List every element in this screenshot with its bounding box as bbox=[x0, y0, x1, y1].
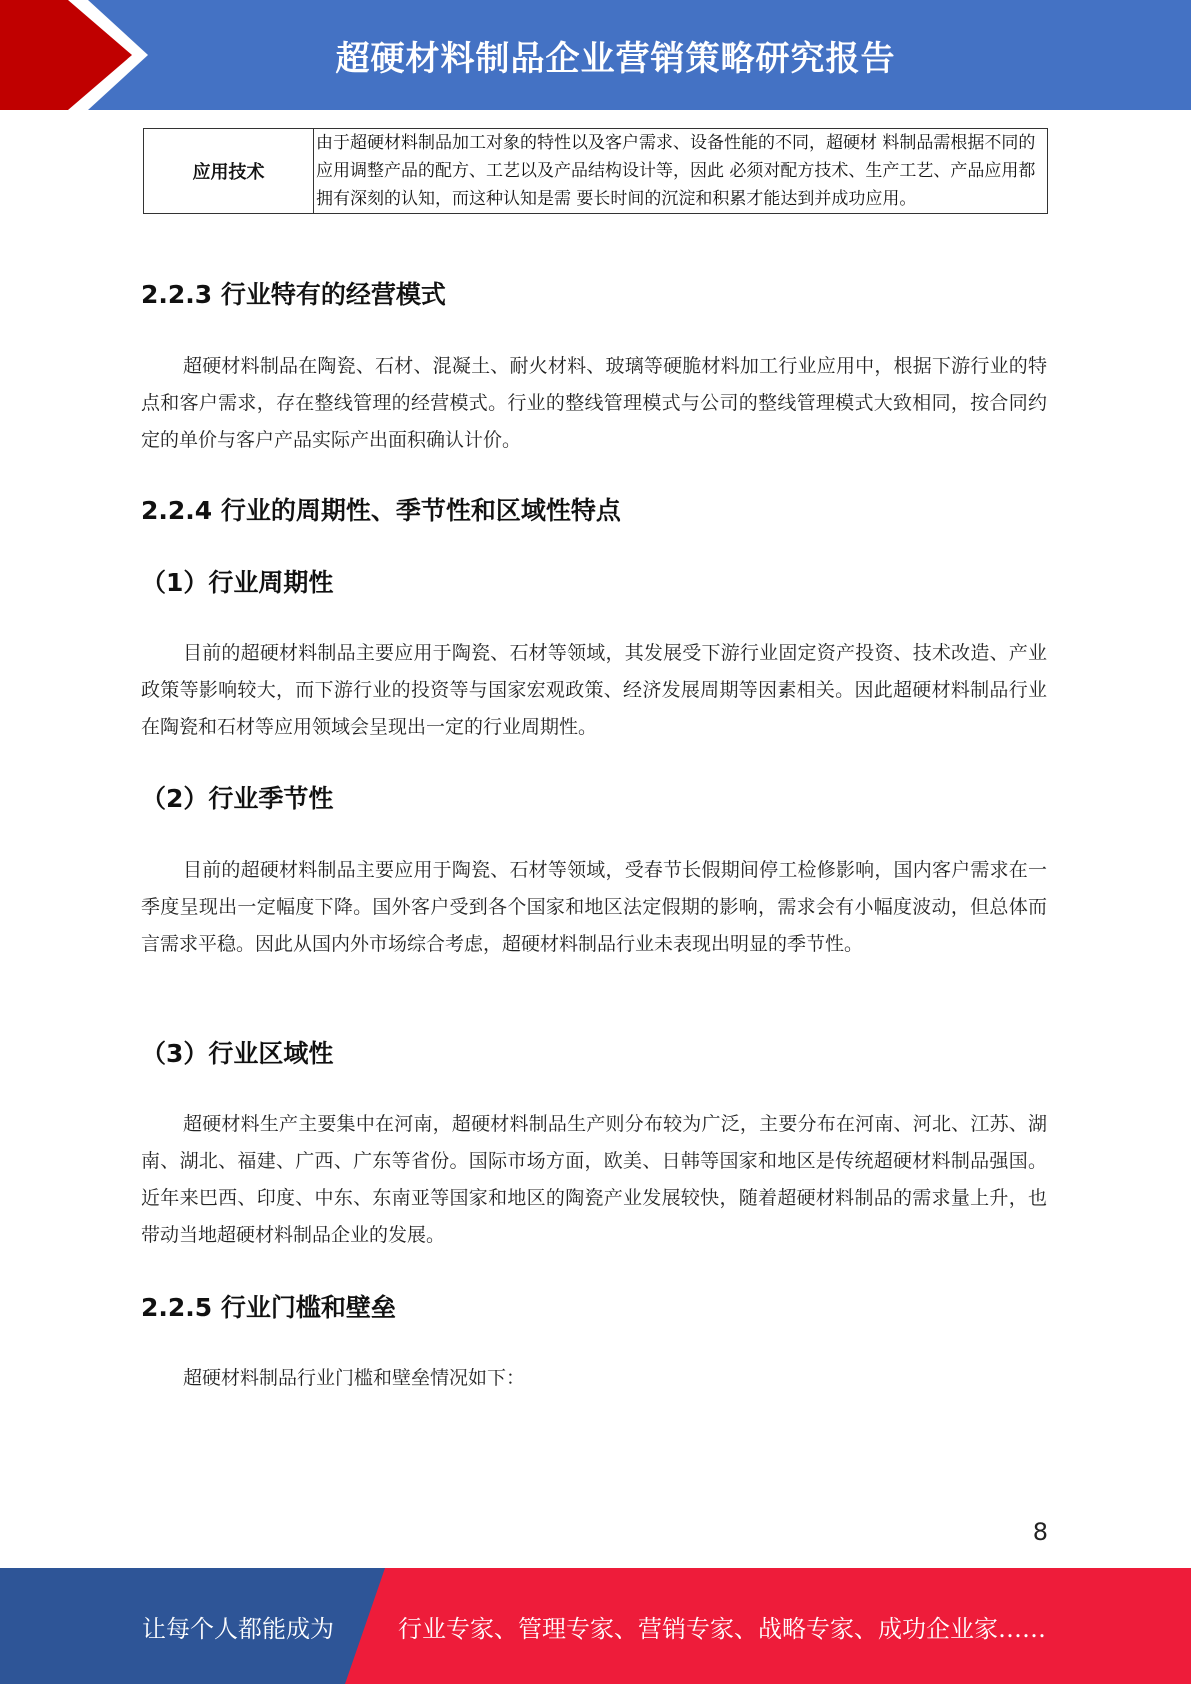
table-label: 应用技术 bbox=[144, 129, 314, 214]
application-tech-table bbox=[143, 128, 1048, 214]
page-header bbox=[0, 0, 1191, 110]
subsection-cyclicality-paragraph: 目前的超硬材料制品主要应用于陶瓷、石材等领域，其发展受下游行业固定资产投资、技术改造、产业政策等影响较大，而下游行业的投资等与国家宏观政策、经济发展周期等因素相关。因此超硬材料制品行业在陶瓷和石材等应用领域会呈现出一定的行业周期性。 bbox=[141, 642, 1047, 738]
table-content: 由于超硬材料制品加工对象的特性以及客户需求、设备性能的不同，超硬材 料制品需根据不同的应用调整产品的配方、工艺以及产品结构设计等，因此 必须对配方技术、生产工艺、产品应用都拥有深刻的认知，而这种认知是需 要长时间的沉淀和积累才能达到并成功应用。 bbox=[314, 129, 1048, 214]
subsection-seasonality-title: （2）行业季节性 bbox=[141, 784, 334, 813]
subsection-cyclicality-title: （1）行业周期性 bbox=[141, 568, 334, 597]
subsection-regionality-paragraph: 超硬材料生产主要集中在河南，超硬材料制品生产则分布较为广泛，主要分布在河南、河北、江苏、湖南、湖北、福建、广西、广东等省份。国际市场方面，欧美、日韩等国家和地区是传统超硬材料制品强国。近年来巴西、印度、中东、东南亚等国家和地区的陶瓷产业发展较快，随着超硬材料制品的需求量上升，也带动当地超硬材料制品企业的发展。 bbox=[141, 1113, 1047, 1246]
section-2-2-3-paragraph: 超硬材料制品在陶瓷、石材、混凝土、耐火材料、玻璃等硬脆材料加工行业应用中，根据下游行业的特点和客户需求，存在整线管理的经营模式。行业的整线管理模式与公司的整线管理模式大致相同，按合同约定的单价与客户产品实际产出面积确认计价。 bbox=[141, 355, 1047, 451]
section-2-2-5-paragraph: 超硬材料制品行业门槛和壁垒情况如下： bbox=[183, 1367, 526, 1389]
footer-slogan-right: 行业专家、管理专家、营销专家、战略专家、成功企业家…… bbox=[398, 1614, 1046, 1643]
section-2-2-4-title: 2.2.4 行业的周期性、季节性和区域性特点 bbox=[141, 496, 621, 525]
section-2-2-3-title: 2.2.3 行业特有的经营模式 bbox=[141, 280, 446, 309]
section-2-2-5-title: 2.2.5 行业门槛和壁垒 bbox=[141, 1293, 396, 1322]
report-title: 超硬材料制品企业营销策略研究报告 bbox=[335, 38, 896, 79]
subsection-regionality-title: （3）行业区域性 bbox=[141, 1039, 334, 1068]
red-chevron-icon bbox=[0, 0, 160, 110]
subsection-seasonality-paragraph: 目前的超硬材料制品主要应用于陶瓷、石材等领域，受春节长假期间停工检修影响，国内客户需求在一季度呈现出一定幅度下降。国外客户受到各个国家和地区法定假期的影响，需求会有小幅度波动，但总体而言需求平稳。因此从国内外市场综合考虑，超硬材料制品行业未表现出明显的季节性。 bbox=[141, 859, 1047, 955]
page-footer bbox=[0, 1568, 1191, 1684]
footer-slogan-left: 让每个人都能成为 bbox=[142, 1614, 334, 1643]
page-number: 8 bbox=[1032, 1518, 1048, 1546]
